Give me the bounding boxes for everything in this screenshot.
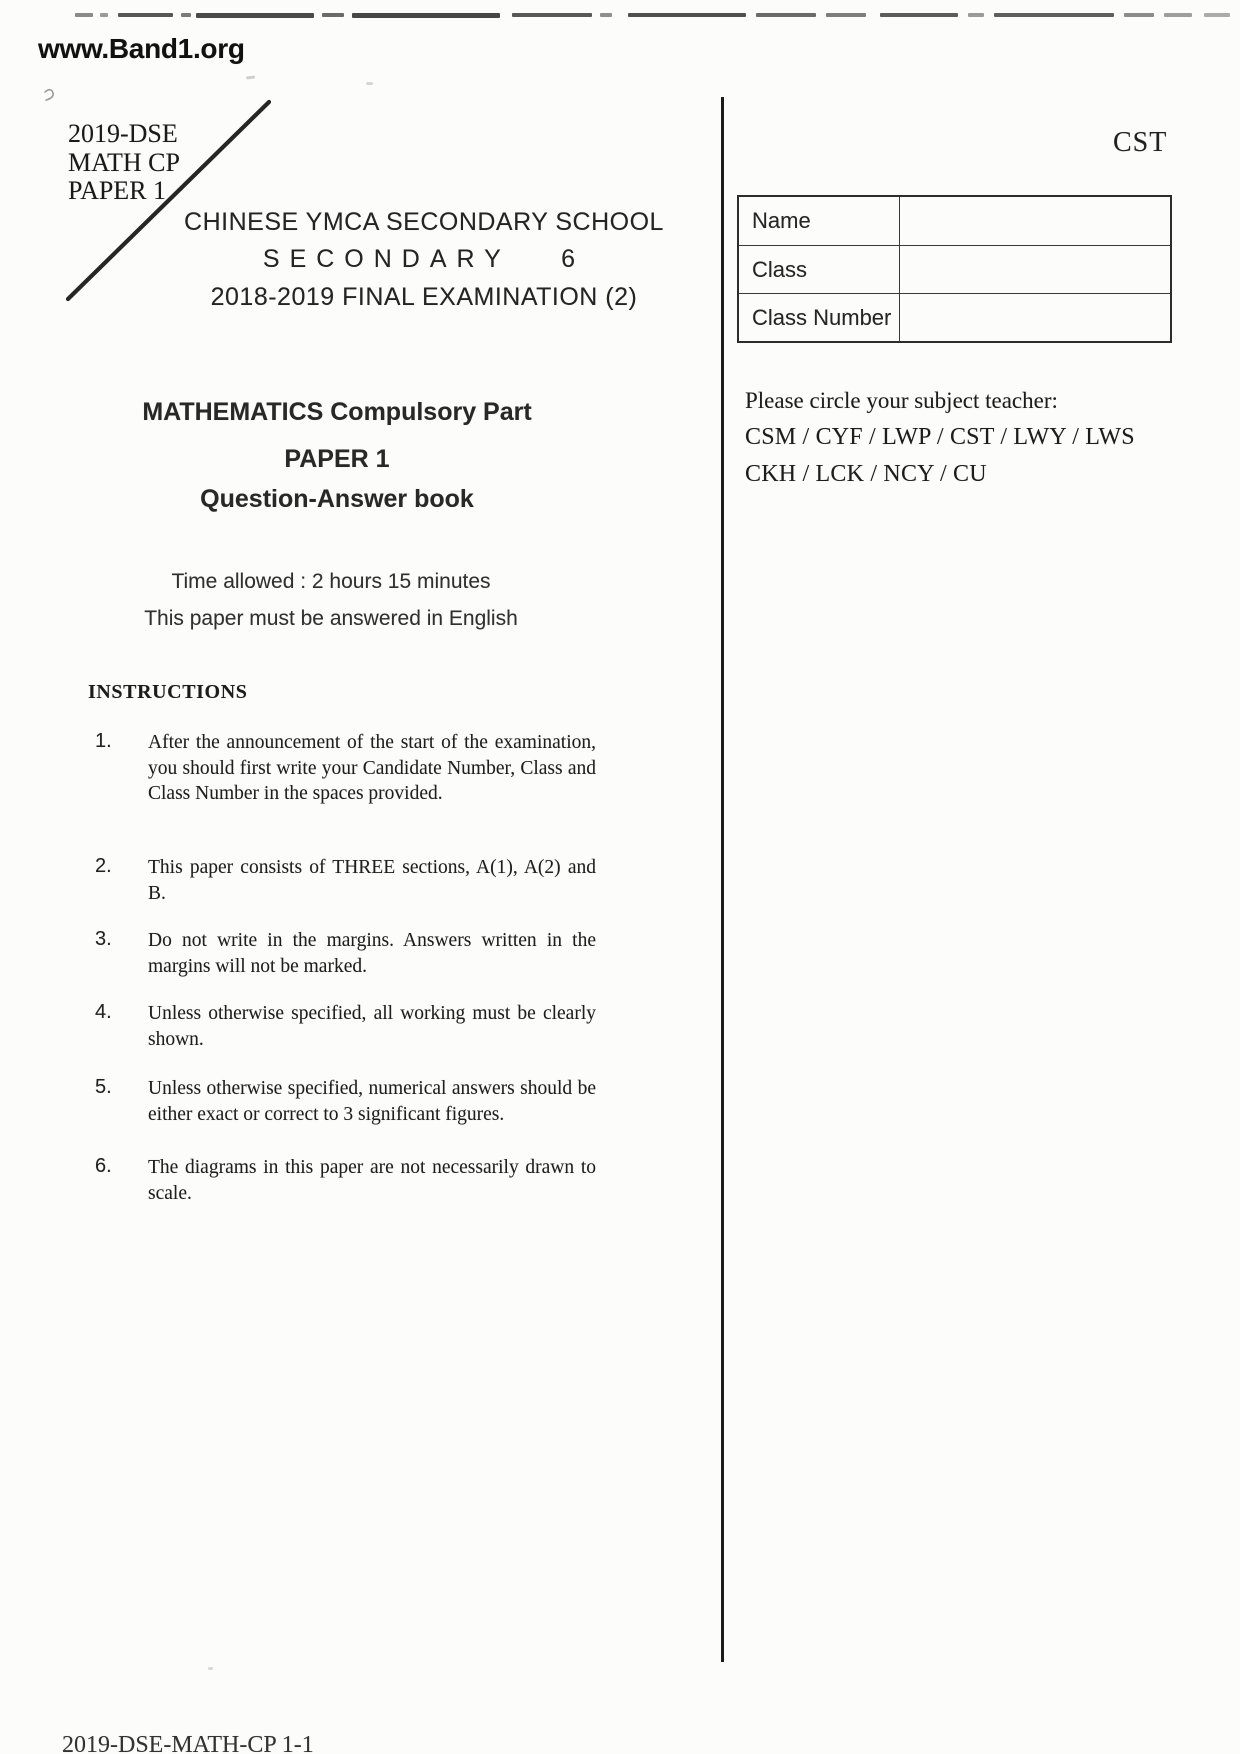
teacher-codes-line1: CSM / CYF / LWP / CST / LWY / LWS	[745, 424, 1135, 450]
scan-artifact	[196, 13, 314, 18]
instruction-number: 5.	[95, 1076, 112, 1098]
scan-artifact	[628, 13, 746, 17]
school-name: CHINESE YMCA SECONDARY SCHOOL	[184, 208, 664, 236]
watermark: www.Band1.org	[38, 33, 245, 64]
row-label-name: Name	[739, 197, 900, 245]
instruction-text: Unless otherwise specified, numerical answers should be either exact or correct to 3 significant figures.	[148, 1078, 596, 1125]
instruction-item	[95, 1001, 600, 1052]
student-info-table	[737, 195, 1172, 343]
scan-artifact	[1124, 13, 1154, 17]
scan-artifact	[118, 13, 173, 17]
exam-code-line: PAPER 1	[68, 176, 167, 206]
instruction-text: Do not write in the margins. Answers written in the margins will not be marked.	[148, 930, 596, 977]
time-allowed: Time allowed : 2 hours 15 minutes	[171, 570, 491, 593]
scan-artifact	[880, 13, 958, 17]
scan-speck	[366, 82, 373, 85]
instruction-number: 3.	[95, 928, 112, 950]
exam-title: 2018-2019 FINAL EXAMINATION (2)	[210, 283, 638, 311]
scan-artifact	[322, 13, 344, 17]
paper-number: PAPER 1	[284, 445, 390, 473]
scan-artifact	[100, 13, 108, 17]
scan-speck	[246, 75, 255, 79]
instruction-item	[95, 1155, 600, 1206]
row-label-class: Class	[739, 246, 900, 293]
class-number-write-in-cell	[900, 294, 1170, 341]
instruction-item	[95, 1076, 600, 1127]
scan-artifact	[1164, 13, 1192, 17]
instruction-text: This paper consists of THREE sections, A(1), A(2) and B.	[148, 857, 596, 904]
diagonal-slash-line	[55, 95, 285, 310]
table-row	[739, 293, 1170, 341]
teacher-code-corner: CST	[1113, 127, 1168, 158]
footer-paper-code: 2019-DSE-MATH-CP 1-1	[62, 1732, 314, 1754]
scan-artifact	[600, 13, 612, 17]
class-write-in-cell	[900, 246, 1170, 293]
table-row	[739, 245, 1170, 293]
scan-artifact	[75, 13, 93, 17]
subject-title: MATHEMATICS Compulsory Part	[142, 398, 532, 426]
name-write-in-cell	[900, 197, 1170, 245]
instruction-number: 2.	[95, 855, 112, 877]
scan-artifact	[826, 13, 866, 17]
instruction-item	[95, 928, 600, 979]
scan-artifact	[181, 13, 191, 17]
column-divider-line	[721, 97, 724, 1662]
instruction-number: 1.	[95, 730, 112, 752]
instruction-item	[95, 730, 600, 807]
scan-artifact	[1204, 13, 1230, 17]
scan-artifact	[512, 13, 592, 17]
row-label-class-number: Class Number	[739, 294, 900, 341]
instruction-text: Unless otherwise specified, all working must be clearly shown.	[148, 1003, 596, 1050]
language-note: This paper must be answered in English	[144, 607, 518, 630]
scan-speck	[208, 1667, 213, 1670]
instruction-number: 4.	[95, 1001, 112, 1023]
scan-artifact	[994, 13, 1114, 17]
instructions-heading: INSTRUCTIONS	[88, 681, 248, 703]
scan-artifact	[968, 13, 984, 17]
school-form-level: SECONDARY 6	[262, 245, 586, 273]
instruction-text: After the announcement of the start of the examination, you should first write your Candidate Number, Class and Class Number in the spaces provided.	[148, 732, 596, 804]
table-row	[739, 197, 1170, 245]
scan-artifact	[352, 13, 500, 18]
teacher-codes-line2: CKH / LCK / NCY / CU	[745, 461, 987, 487]
book-type: Question-Answer book	[200, 485, 474, 513]
teacher-circle-prompt: Please circle your subject teacher:	[745, 388, 1058, 413]
exam-code-line: 2019-DSE	[68, 119, 178, 148]
instruction-text: The diagrams in this paper are not necessarily drawn to scale.	[148, 1157, 596, 1204]
instruction-number: 6.	[95, 1155, 112, 1177]
exam-code-line: MATH CP	[68, 147, 180, 177]
instruction-item	[95, 855, 600, 906]
scan-artifact	[756, 13, 816, 17]
